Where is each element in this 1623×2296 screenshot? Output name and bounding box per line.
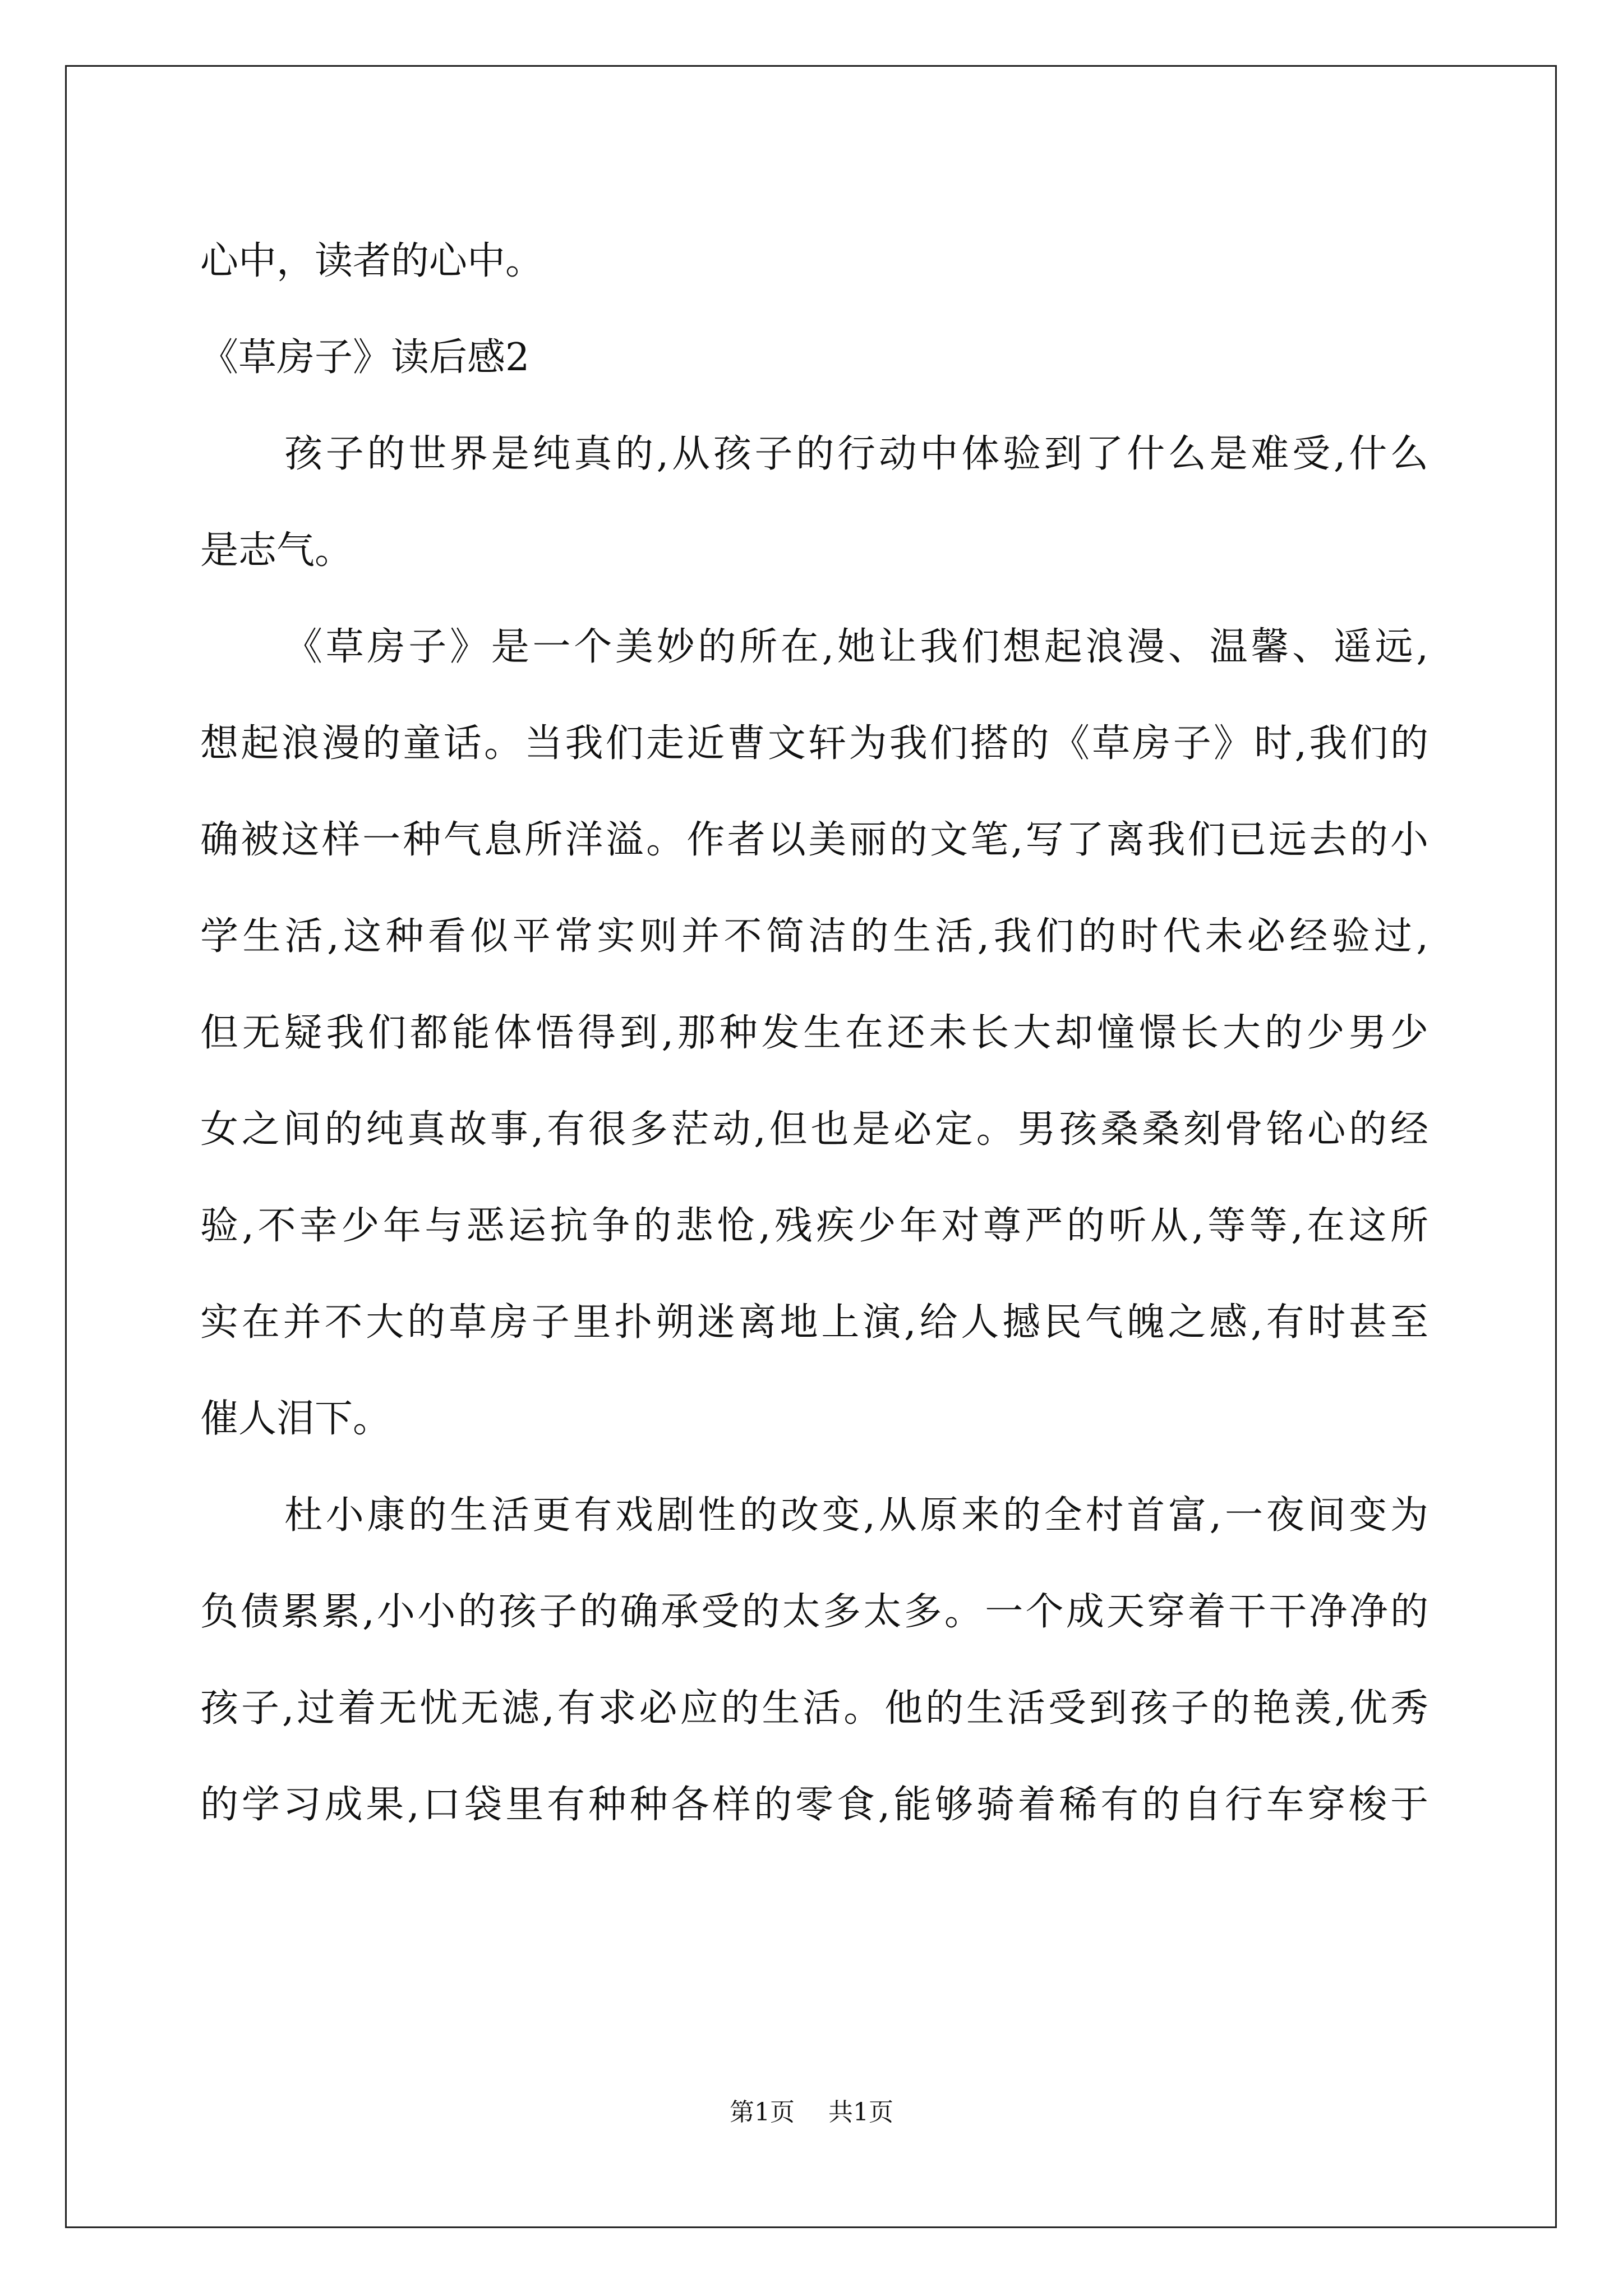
page-total: 共1页 bbox=[828, 2098, 893, 2127]
text-line: 是志气。 bbox=[200, 528, 353, 573]
text-line: 杜小康的生活更有戏剧性的改变,从原来的全村首富,一夜间变为 bbox=[284, 1493, 1428, 1538]
page-number: 第1页 bbox=[730, 2098, 795, 2127]
section-heading: 《草房子》读后感2 bbox=[200, 335, 530, 380]
text-line: 但无疑我们都能体悟得到,那种发生在还未长大却憧憬长大的少男少 bbox=[200, 1011, 1428, 1055]
text-line: 负债累累,小小的孩子的确承受的太多太多。一个成天穿着干干净净的 bbox=[200, 1590, 1428, 1634]
text-line: 女之间的纯真故事,有很多茫动,但也是必定。男孩桑桑刻骨铭心的经 bbox=[200, 1107, 1428, 1152]
text-line: 实在并不大的草房子里扑朔迷离地上演,给人撼民气魄之感,有时甚至 bbox=[200, 1300, 1428, 1345]
text-line: 确被这样一种气息所洋溢。作者以美丽的文笔,写了离我们已远去的小 bbox=[200, 818, 1428, 862]
page-footer bbox=[0, 2096, 1623, 2129]
text-line: 心中，读者的心中。 bbox=[200, 239, 544, 283]
text-line: 想起浪漫的童话。当我们走近曹文轩为我们搭的《草房子》时,我们的 bbox=[200, 721, 1428, 766]
text-line: 学生活,这种看似平常实则并不简洁的生活,我们的时代未必经验过, bbox=[200, 914, 1428, 959]
text-line: 孩子,过着无忧无滤,有求必应的生活。他的生活受到孩子的艳羡,优秀 bbox=[200, 1686, 1428, 1731]
text-line: 孩子的世界是纯真的,从孩子的行动中体验到了什么是难受,什么 bbox=[284, 432, 1428, 476]
text-line: 催人泪下。 bbox=[200, 1397, 391, 1441]
document-body bbox=[200, 213, 1428, 1853]
text-line: 《草房子》是一个美妙的所在,她让我们想起浪漫、温馨、遥远, bbox=[284, 625, 1428, 669]
text-line: 验,不幸少年与恶运抗争的悲怆,残疾少年对尊严的听从,等等,在这所 bbox=[200, 1204, 1428, 1248]
text-line: 的学习成果,口袋里有种种各样的零食,能够骑着稀有的自行车穿梭于 bbox=[200, 1783, 1428, 1827]
